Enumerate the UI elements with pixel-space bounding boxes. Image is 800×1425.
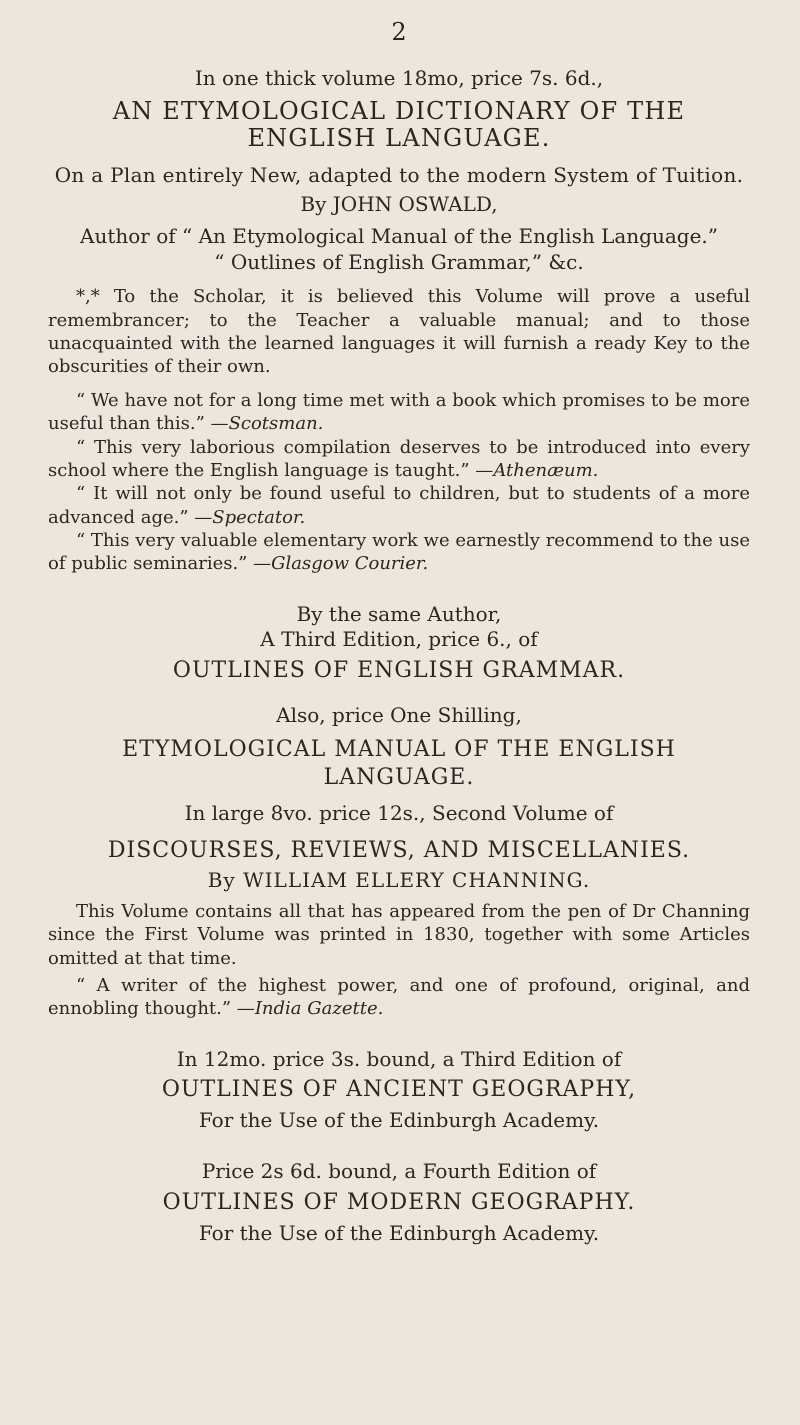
review: “ We have not for a long time met with a book which promises to be more useful than this.” —Scotsman. bbox=[48, 389, 750, 435]
price-line: Also, price One Shilling, bbox=[276, 702, 522, 727]
review-source: Glasgow Courier. bbox=[271, 553, 429, 575]
review: “ This very valuable elementary work we earnestly recommend to the use of public seminaries.” —Glasgow Courier. bbox=[48, 530, 750, 575]
review-source: Spectator. bbox=[212, 506, 306, 528]
author-of-line: “ Outlines of English Grammar,” &c. bbox=[214, 249, 584, 274]
edition-line: In 12mo. price 3s. bound, a Third Edition of bbox=[176, 1046, 622, 1071]
edition-line: In one thick volume 18mo, price 7s. 6d., bbox=[194, 66, 604, 90]
advert-ancient-geography bbox=[48, 1047, 750, 1134]
author-of-line: Author of “ An Etymological Manual of the English Language.” bbox=[80, 223, 718, 248]
edition-line: A Third Edition, price 6., of bbox=[260, 627, 538, 652]
use-line: For the Use of the Edinburgh Academy. bbox=[198, 1107, 600, 1132]
book-title: OUTLINES OF MODERN GEOGRAPHY. bbox=[162, 1190, 636, 1216]
advert-modern-geography bbox=[48, 1159, 750, 1246]
plan-line: On a Plan entirely New, adapted to the modern System of Tuition. bbox=[54, 162, 744, 187]
review: “ This very laborious compilation deserves to be introduced into every school where the English language is taught.” —Athenæum. bbox=[48, 436, 750, 481]
book-title: OUTLINES OF ANCIENT GEOGRAPHY, bbox=[161, 1077, 637, 1103]
advert-channing-discourses bbox=[48, 801, 750, 1021]
by-same-author: By the same Author, bbox=[296, 601, 502, 626]
scholar-note: *,* To the Scholar, it is believed this Volume will prove a useful remembrancer; to the Teacher a valuable manual; and to those unacquainted with the learned languages it will furnish a ready Key to the obscurities of their own. bbox=[48, 286, 750, 378]
review-source: India Gazette. bbox=[254, 998, 384, 1020]
advert-etymological-manual bbox=[48, 703, 750, 792]
edition-line: Price 2s 6d. bound, a Fourth Edition of bbox=[201, 1159, 597, 1184]
book-title: DISCOURSES, REVIEWS, AND MISCELLANIES. bbox=[107, 837, 691, 863]
review: “ A writer of the highest power, and one of profound, original, and ennobling thought.” —India Gazette. bbox=[48, 974, 750, 1020]
review-source: Scotsman. bbox=[228, 413, 324, 435]
book-title: ETYMOLOGICAL MANUAL OF THE ENGLISH LANGUAGE. bbox=[122, 737, 676, 790]
page-number: 2 bbox=[391, 18, 407, 46]
advert-outlines-grammar bbox=[48, 602, 750, 685]
use-line: For the Use of the Edinburgh Academy. bbox=[198, 1220, 600, 1245]
book-title: OUTLINES OF ENGLISH GRAMMAR. bbox=[172, 658, 626, 684]
advert-etymological-dictionary bbox=[48, 66, 750, 576]
book-title: AN ETYMOLOGICAL DICTIONARY OF THE ENGLISH LANGUAGE. bbox=[112, 96, 686, 153]
book-description: This Volume contains all that has appeared from the pen of Dr Channing since the First Volume was printed in 1830, together with some Articles omitted at that time. bbox=[48, 900, 750, 969]
review: “ It will not only be found useful to children, but to students of a more advanced age.” —Spectator. bbox=[48, 483, 750, 528]
byline: By JOHN OSWALD, bbox=[300, 192, 498, 217]
byline: By WILLIAM ELLERY CHANNING. bbox=[207, 868, 591, 893]
review-source: Athenæum. bbox=[493, 459, 599, 481]
edition-line: In large 8vo. price 12s., Second Volume of bbox=[184, 801, 614, 826]
